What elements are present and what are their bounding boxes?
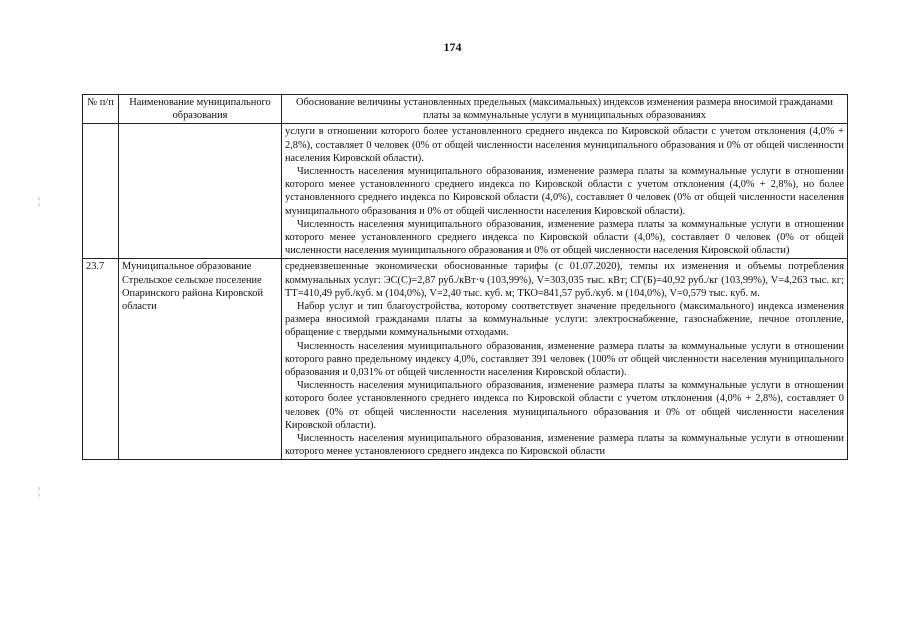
continuation-justification-cell bbox=[282, 124, 848, 259]
header-justification: Обоснование величины установленных предельных (максимальных) индексов изменения размера вносимой гражданами платы за коммунальные услуги в муниципальных образованиях bbox=[282, 95, 848, 124]
municipality-name: Муниципальное образование Стрельское сельское поселение Опаринского района Кировской области bbox=[119, 259, 282, 460]
paragraph: Численность населения муниципального образования, изменение размера платы за коммунальные услуги в отношении которого менее установленного среднего индекса по Кировской области с учетом отклонения (4,0% + 2,8%), но более установленного среднего индекса по Кировской области (4,0%), составляет 0 человек (0% от общей численности населения муниципального образования и 0% от общей численности населения Кировской области). bbox=[285, 166, 844, 217]
paragraph: Численность населения муниципального образования, изменение размера платы за коммунальные услуги в отношении которого менее установленного среднего индекса по Кировской области bbox=[285, 433, 844, 458]
paragraph: Набор услуг и тип благоустройства, которому соответствует значение предельного (максимального) индекса изменения размера вносимой гражданами платы за коммунальные услуги: электроснабжение, газоснабжение, печное отопление, обращение с твердыми коммунальными отходами. bbox=[285, 301, 844, 339]
page-number: 174 bbox=[443, 40, 462, 54]
table-header-row bbox=[83, 95, 848, 124]
scan-mark: ¦ bbox=[38, 196, 41, 207]
continuation-name-cell bbox=[119, 124, 282, 259]
paragraph: средневзвешенные экономически обоснованные тарифы (с 01.07.2020), темпы их изменения и объемы потребления коммунальных услуг: ЭС(С)=2,87 руб./кВт·ч (103,99%), V=303,035 тыс. кВт; СГ(Б)=40,92 руб./кг (103,99%), V=4,263 тыс. кг; ТТ=410,49 руб./куб. м (104,0%), V=2,40 тыс. куб. м; ТКО=841,57 руб./куб. м (104,0%), V=0,579 тыс. куб. м. bbox=[285, 261, 844, 299]
justification-cell bbox=[282, 259, 848, 460]
paragraph: Численность населения муниципального образования, изменение размера платы за коммунальные услуги в отношении которого более установленного среднего индекса по Кировской области с учетом отклонения (4,0% + 2,8%), составляет 0 человек (0% от общей численности населения муниципального образования и 0% от общей численности населения Кировской области). bbox=[285, 380, 844, 431]
tariff-index-table bbox=[82, 94, 848, 460]
table-row bbox=[83, 124, 848, 259]
header-number: № п/п bbox=[83, 95, 119, 124]
continuation-number-cell bbox=[83, 124, 119, 259]
paragraph: Численность населения муниципального образования, изменение размера платы за коммунальные услуги в отношении которого менее установленного среднего индекса по Кировской области (4,0%), составляет 0 человек (0% от общей численности населения муниципального образования и 0% от общей численности населения Кировской области) bbox=[285, 218, 844, 257]
row-number: 23.7 bbox=[83, 259, 119, 460]
table-row bbox=[83, 259, 848, 460]
paragraph: услуги в отношении которого более установленного среднего индекса по Кировской области с учетом отклонения (4,0% + 2,8%), составляет 0 человек (0% от общей численности населения муниципального образования и 0% от общей численности населения Кировской области). bbox=[285, 126, 844, 164]
scan-mark: ¦ bbox=[38, 486, 41, 497]
header-municipality-name: Наименование муниципального образования bbox=[119, 95, 282, 124]
paragraph: Численность населения муниципального образования, изменение размера платы за коммунальные услуги в отношении которого равно предельному индексу 4,0%, составляет 391 человек (100% от общей численности населения муниципального образования и 0,031% от общей численности населения Кировской области). bbox=[285, 340, 844, 379]
